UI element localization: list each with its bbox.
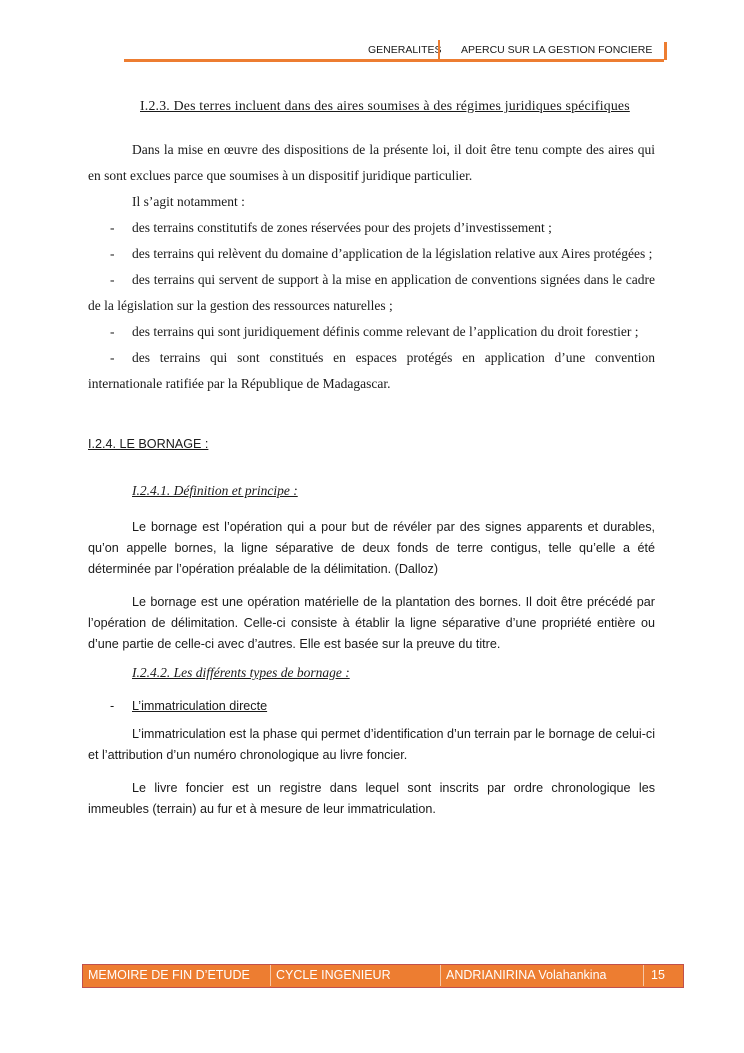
list-item: - des terrains qui sont juridiquement définis comme relevant de l’application du droit forestier ;: [110, 324, 639, 339]
list-item: - des terrains constitutifs de zones réservées pour des projets d’investissement ;: [110, 220, 552, 235]
section-heading-123: I.2.3. Des terres incluent dans des aires soumises à des régimes juridiques spécifiques: [140, 98, 630, 113]
page-number: 15: [651, 968, 665, 982]
header-end-bar: [664, 42, 667, 60]
list-item: - des terrains qui sont constitués en espaces protégés en application d’une convention internationale ratifiée par la République de Madagascar.: [88, 350, 655, 391]
subsection-heading-2: I.2.4.2. Les différents types de bornage :: [132, 665, 350, 680]
paragraph: L’immatriculation est la phase qui permet d’identification d’un terrain par le bornage de celui-ci et l’attribution d’un numéro chronologique au livre foncier.: [88, 727, 655, 762]
section-heading-124: I.2.4. LE BORNAGE :: [88, 437, 209, 451]
page-header: [124, 40, 664, 62]
list-item: - L’immatriculation directe: [110, 699, 268, 713]
header-section: APERCU SUR LA GESTION FONCIERE: [461, 44, 653, 56]
paragraph: Le livre foncier est un registre dans lequel sont inscrits par ordre chronologique les immeubles (terrain) au fur et à mesure de leur immatriculation.: [88, 781, 655, 816]
paragraph: Il s’agit notamment :: [132, 194, 245, 209]
footer-document-type: MEMOIRE DE FIN D’ETUDE: [83, 965, 271, 986]
paragraph: Dans la mise en œuvre des dispositions de la présente loi, il doit être tenu compte des aires qui en sont exclues parce que soumises à un dispositif juridique particulier.: [88, 142, 655, 183]
list-item: - des terrains qui servent de support à la mise en application de conventions signées dans le cadre de la législation sur la gestion des ressources naturelles ;: [88, 272, 655, 313]
footer-cycle: CYCLE INGENIEUR: [271, 965, 441, 986]
page-body: [88, 96, 655, 820]
list-item: - des terrains qui relèvent du domaine d’application de la législation relative aux Aires protégées ;: [110, 246, 653, 261]
paragraph: Le bornage est une opération matérielle de la plantation des bornes. Il doit être précédé par l’opération de délimitation. Celle-ci consiste à établir la ligne séparative d’une propriété entière ou d’une partie de celle-ci avec d’autres. Elle est basée sur la preuve du titre.: [88, 595, 655, 651]
subsection-heading-1: I.2.4.1. Définition et principe :: [132, 483, 298, 498]
paragraph: Le bornage est l’opération qui a pour but de révéler par des signes apparents et durables, qu’on appelle bornes, la ligne séparative de deux fonds de terre contigus, telle qu’elle a été déterminée par l’opération préalable de la délimitation. (Dalloz): [88, 520, 655, 576]
page-footer: [82, 964, 684, 988]
footer-author: ANDRIANIRINA Volahankina: [441, 965, 644, 986]
header-separator: [438, 40, 440, 59]
header-chapter: GENERALITES: [368, 44, 442, 56]
